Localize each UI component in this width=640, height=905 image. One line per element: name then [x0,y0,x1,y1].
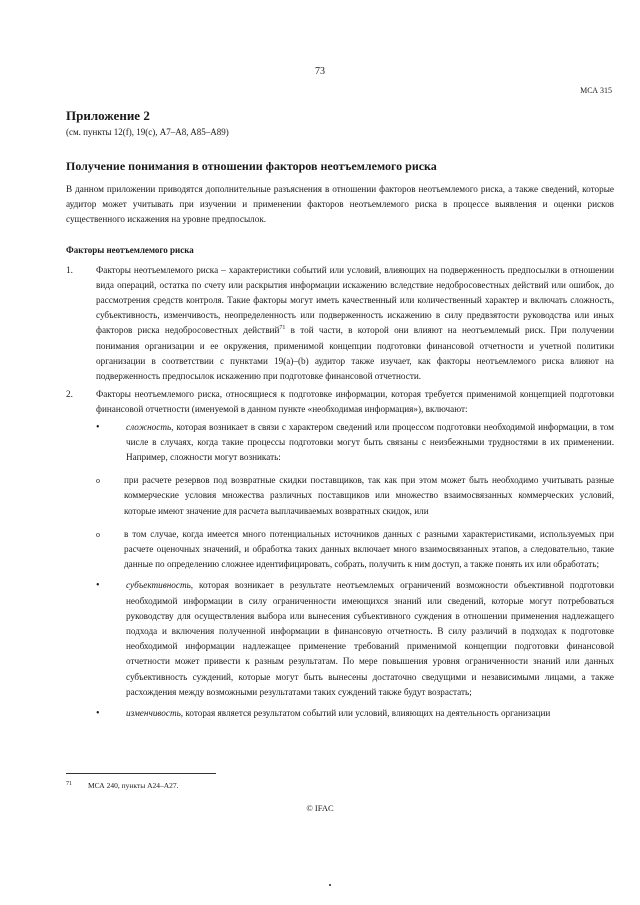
term: изменчивость [126,708,181,719]
bullet-body: , которая является результатом событий или условий, влияющих на деятельность организации [180,708,551,719]
page-number: 73 [315,66,325,77]
bullet-body: , которая возникает в связи с характером сведений или процессом подготовки необходимой информации, в том числе в случаях, когда такие процессы подготовки могут быть связаны с неизбежными трудностями в их применении. Например, сложности могут возникать: [126,421,614,463]
bullet-icon: • [96,580,100,592]
item-text: Факторы неотъемлемого риска, относящиеся к подготовке информации, которая требуется применимой концепцией подготовки финансовой отчетности (именуемой в данном пункте «необходимая информация»), включают: [96,389,614,415]
numbered-item-2 [66,387,614,417]
item-number: 1. [66,264,73,275]
sub-bullet-2 [94,527,614,573]
term: сложность [126,421,172,432]
footnote-mark: 71 [66,781,72,787]
appendix-refs: (см. пункты 12(f), 19(c), A7–A8, A85–A89) [66,127,229,137]
circle-bullet-icon: o [96,476,100,486]
sub-bullet-text: в том случае, когда имеется много потенциальных источников данных с разными характеристиками, используемых при расчете оценочных значений, и обработка таких данных включает много взаимосвязанных этапов, а следовательно, такие данные по определению сложнее идентифицировать, собрать, получить к ним доступ, а также понять их или обработать; [124,528,614,570]
numbered-item-1 [66,263,614,385]
document-body [66,108,614,721]
bullet-subjectivity [96,578,614,700]
term: субъективность [126,580,191,591]
footnote [66,781,179,790]
bullet-text [126,420,614,466]
bullet-text [126,706,614,721]
item-text [96,263,614,385]
bullet-body: , которая возникает в результате неотъемлемых ограничений возможности объективной подготовки необходимой информации в силу ограниченности имеющихся знаний или сведений, которые могут потребоваться руководству для осуществления выбора или вынесения субъективного суждения в отношении применения надлежащего подхода и включения полученной информации в финансовую отчетность. В силу различий в подходах к подготовке необходимой информации надлежащее применение требований применимой концепции подготовки финансовой отчетности может привести к разным результатам. По мере повышения уровня ограниченности знаний или данных субъективность суждений, которые могут быть вынесены достаточно сведущими и независимыми лицами, а также расхождения между возможными результатами таких суждений также будут возрастать; [126,580,614,697]
bullet-variability [96,706,614,721]
bullet-text [126,578,614,700]
footnote-ref[interactable]: 71 [279,325,286,332]
subheading: Факторы неотъемлемого риска [66,244,194,255]
bullet-complexity [96,420,614,466]
sub-bullet-text: при расчете резервов под возвратные скидки поставщиков, так как при этом может быть необходимо учитывать разные коммерческие условия множества различных поставщиков или множество взаимосвязанных коммерческих условий, которые имеют значение для расчета выплачиваемых возвратных скидок, или [124,475,614,516]
footnote-text: МСА 240, пункты A24–A27. [88,781,179,790]
section-title: Получение понимания в отношении факторов неотъемлемого риска [66,159,437,173]
item-text-part: в той части, в которой они влияют на неотъемлемый риск. При получении понимания организации и ее окружения, применимой концепции подготовки финансовой отчетности и учетной политики организации в соответствии с пунктами 19(a)–(b) аудитор также изучает, как факторы неотъемлемого риска влияют на подверженность предпосылок искажению при подготовке финансовой отчетности. [96,325,614,382]
sub-bullet-1 [94,473,614,519]
footnote-divider [66,773,216,774]
item-number: 2. [66,389,73,400]
running-head: МСА 315 [580,86,612,95]
item-text-part: Факторы неотъемлемого риска – характеристики событий или условий, влияющих на подверженность предпосылки в отношении вида операций, остатка по счету или раскрытия информации искажению вследствие недобросовестных действий или ошибок, до рассмотрения средств контроля. Такие факторы могут иметь качественный или количественный характер и включать сложность, субъективность, изменчивость, неопределенность или подверженность искажению в силу предвзятости руководства или иных факторов риска недобросовестных действий [96,264,614,336]
footer-copyright: © IFAC [306,803,334,813]
scan-mark [329,884,331,886]
intro-paragraph: В данном приложении приводятся дополнительные разъяснения в отношении факторов неотъемлемого риска, а также сведений, которые аудитор может учитывать при изучении и применении факторов неотъемлемого риска в процессе выявления и оценки рисков существенного искажения на уровне предпосылок. [66,184,614,225]
bullet-icon: • [96,421,100,433]
bullet-icon: • [96,708,100,720]
circle-bullet-icon: o [96,529,100,539]
appendix-title: Приложение 2 [66,108,150,123]
